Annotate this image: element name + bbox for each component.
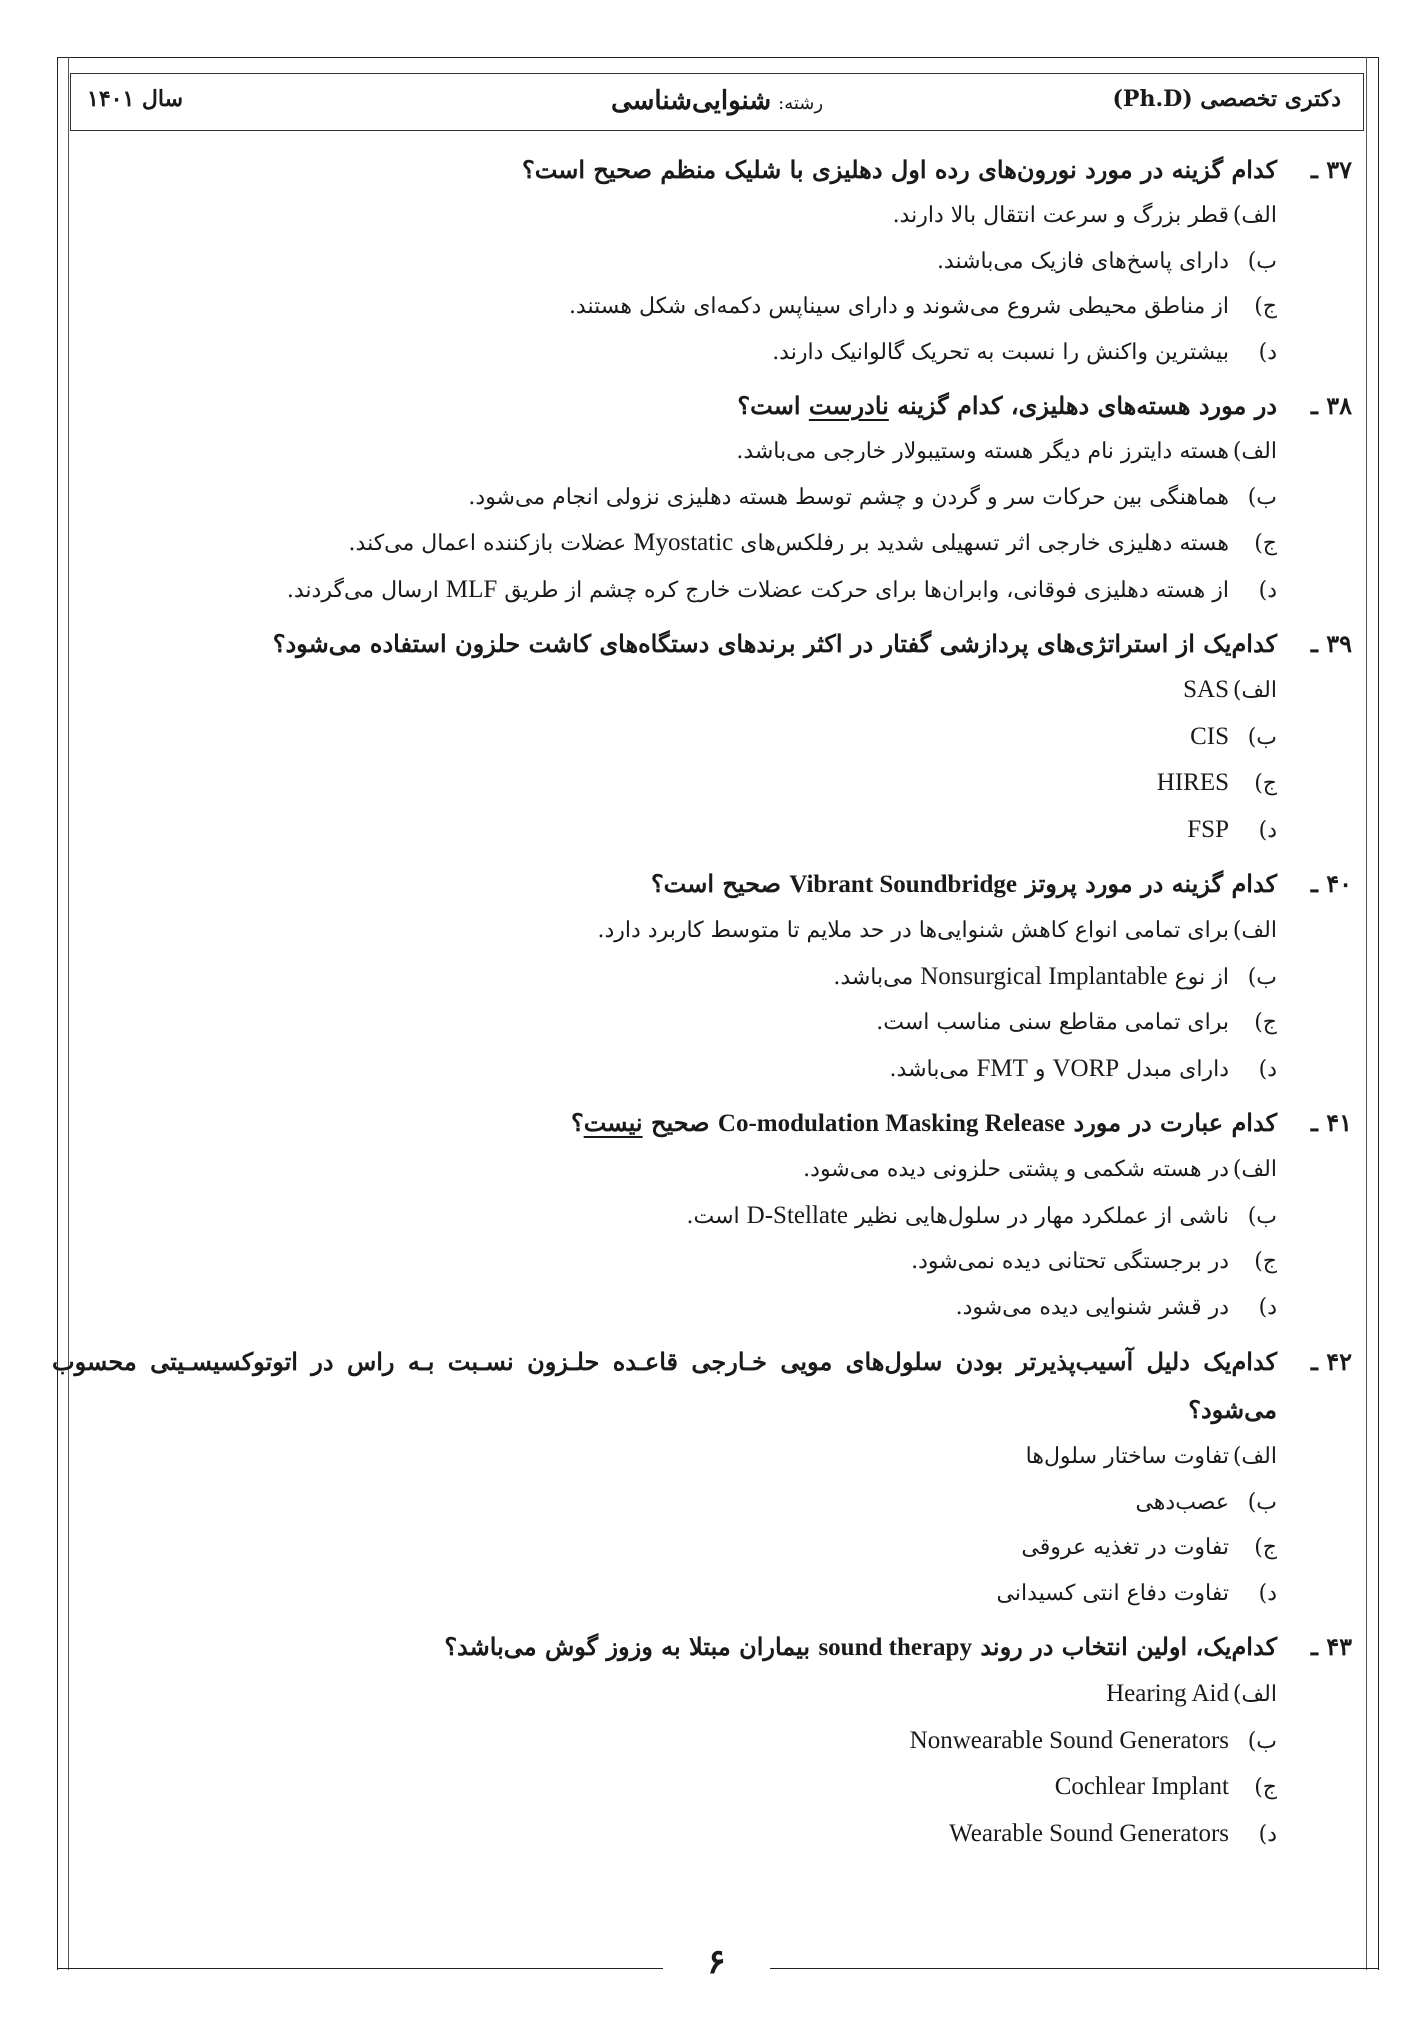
option-text-end: می‌باشد. [889, 1056, 970, 1082]
degree-label: دکتری تخصصی (Ph.D) [1112, 86, 1341, 112]
exam-year: سال ۱۴۰۱ [87, 86, 184, 112]
question-text: کدام عبارت در مورد [1073, 1108, 1277, 1137]
option [52, 1525, 1277, 1571]
option [52, 1147, 1277, 1193]
question-stem [52, 1338, 1352, 1434]
option-letter: ب) [1247, 724, 1277, 750]
option-letter: د) [1258, 339, 1277, 365]
option-letter: ج) [1254, 771, 1277, 796]
question-43 [52, 1624, 1352, 1857]
option-text-end: عضلات بازکننده اعمال می‌کند. [348, 531, 627, 556]
option-letter: ج) [1254, 531, 1277, 556]
option-letter: د) [1258, 1821, 1277, 1847]
question-number: ۳۸ ـ [1310, 391, 1352, 420]
question-text: کدام‌یک از استراتژی‌های پردازشی گفتار در اکثر برندهای دستگاه‌های کاشت حلزون استفاده می‌شود؟ [272, 629, 1277, 658]
option-letter: د) [1258, 817, 1277, 843]
option-letter: ب) [1247, 484, 1277, 510]
option-term: HIRES [1156, 769, 1229, 796]
option-text: از نوع [1174, 964, 1229, 990]
option-text: در برجستگی تحتانی دیده نمی‌شود. [911, 1249, 1229, 1274]
option-text: عصب‌دهی [1135, 1489, 1229, 1515]
option-term: Nonsurgical Implantable [920, 962, 1168, 990]
question-text: کدام‌یک، اولین انتخاب در روند [980, 1632, 1277, 1661]
option [52, 714, 1277, 761]
option-text: در هسته شکمی و پشتی حلزونی دیده می‌شود. [803, 1157, 1229, 1182]
field-title [71, 86, 1363, 116]
negation-word: نادرست [808, 391, 889, 420]
question-37 [52, 147, 1352, 375]
option-letter: ب) [1247, 1728, 1277, 1754]
option-term: VORP [1052, 1054, 1120, 1082]
option-term: FSP [1187, 815, 1229, 843]
question-number: ۴۱ ـ [1310, 1108, 1352, 1137]
option-text-mid: و [1034, 1056, 1046, 1082]
exam-header [70, 73, 1364, 131]
option-letter: الف) [1232, 203, 1277, 228]
option [52, 1285, 1277, 1331]
footer-rule-right [770, 1968, 1379, 1969]
option [52, 1480, 1277, 1526]
option-letter: ج) [1254, 1535, 1277, 1560]
option [52, 908, 1277, 954]
page-number: ۶ [707, 1942, 726, 1982]
option [52, 284, 1277, 330]
question-number: ۳۷ ـ [1310, 155, 1352, 184]
option-letter: ب) [1247, 248, 1277, 274]
question-stem [52, 861, 1352, 908]
question-number: ۴۲ ـ [1310, 1347, 1352, 1376]
option-text: تفاوت در تغذیه عروقی [1021, 1535, 1229, 1560]
question-stem [52, 383, 1352, 429]
question-stem [52, 621, 1352, 667]
option [52, 239, 1277, 285]
option-text: قطر بزرگ و سرعت انتقال بالا دارند. [892, 203, 1229, 228]
option [52, 475, 1277, 521]
question-term: Co-modulation Masking Release [717, 1110, 1066, 1137]
option-text-end: می‌باشد. [833, 964, 914, 990]
option-text: هسته دهلیزی خارجی اثر تسهیلی شدید بر رفلکس‌های [740, 531, 1229, 556]
option [52, 1764, 1277, 1811]
option-text: دارای مبدل [1126, 1056, 1229, 1082]
question-38 [52, 383, 1352, 613]
option-term: Wearable Sound Generators [949, 1819, 1229, 1847]
questions-list [52, 147, 1352, 1857]
question-text: کدام گزینه در مورد نورون‌های رده اول دهلیزی با شلیک منظم صحیح است؟ [521, 155, 1277, 184]
option-term: SAS [1183, 676, 1229, 703]
option [52, 1671, 1277, 1718]
option-text: برای تمامی انواع کاهش شنوایی‌ها در حد ملایم تا متوسط کاربرد دارد. [597, 918, 1229, 943]
question-stem [52, 1624, 1352, 1671]
option-letter: ج) [1254, 1249, 1277, 1274]
option-text-end: است. [686, 1203, 740, 1229]
option-letter: د) [1258, 577, 1277, 603]
option-text: تفاوت دفاع انتی کسیدانی [996, 1580, 1229, 1606]
question-term: Vibrant Soundbridge [789, 871, 1017, 898]
option [52, 330, 1277, 376]
option [52, 760, 1277, 807]
option-text: بیشترین واکنش را نسبت به تحریک گالوانیک دارند. [772, 339, 1229, 365]
option [52, 1718, 1277, 1765]
footer-rule-left [57, 1968, 663, 1969]
option-letter: ب) [1247, 1489, 1277, 1515]
option [52, 1000, 1277, 1046]
question-text-end: بیماران مبتلا به وزوز گوش می‌باشد؟ [444, 1632, 811, 1661]
option-text: برای تمامی مقاطع سنی مناسب است. [876, 1010, 1229, 1035]
option-text-end: ارسال می‌گردند. [286, 577, 439, 603]
option-letter: ج) [1254, 294, 1277, 319]
option-term: D-Stellate [746, 1201, 849, 1229]
option-letter: الف) [1232, 1444, 1277, 1469]
option-text: هسته دایترز نام دیگر هسته وستیبولار خارجی می‌باشد. [736, 439, 1229, 464]
question-stem [52, 147, 1352, 193]
option-letter: الف) [1232, 1682, 1277, 1707]
option-text: تفاوت ساختار سلول‌ها [1025, 1444, 1229, 1469]
question-text-end: صحیح است؟ [650, 869, 781, 898]
option [52, 667, 1277, 714]
option-letter: د) [1258, 1294, 1277, 1320]
option-term-2: FMT [976, 1054, 1028, 1082]
option-term: CIS [1190, 722, 1229, 750]
question-text: کدام گزینه در مورد پروتز [1025, 869, 1277, 898]
question-text-mid: صحیح [650, 1108, 710, 1137]
option-term: Nonwearable Sound Generators [909, 1726, 1229, 1754]
option [52, 567, 1277, 614]
frame-rule-right [1366, 57, 1367, 1970]
option-letter: الف) [1232, 439, 1277, 464]
question-stem [52, 1100, 1352, 1147]
option-text: در قشر شنوایی دیده می‌شود. [955, 1294, 1229, 1320]
field-value: شنوایی‌شناسی [610, 86, 772, 116]
question-40 [52, 861, 1352, 1092]
option-text: از مناطق محیطی شروع می‌شوند و دارای سیناپس دکمه‌ای شکل هستند. [568, 294, 1229, 319]
option-letter: الف) [1232, 678, 1277, 703]
option-text: دارای پاسخ‌های فازیک می‌باشند. [936, 248, 1229, 274]
field-label: رشته: [778, 93, 824, 114]
question-number: ۳۹ ـ [1310, 629, 1352, 658]
option [52, 1571, 1277, 1617]
option-letter: الف) [1232, 1157, 1277, 1182]
option-term: Myostatic [633, 529, 734, 556]
question-41 [52, 1100, 1352, 1330]
option-letter: ب) [1247, 964, 1277, 990]
question-text-end: ؟ [570, 1108, 584, 1137]
question-number: ۴۳ ـ [1310, 1632, 1352, 1661]
question-text: در مورد هسته‌های دهلیزی، کدام گزینه [897, 391, 1277, 420]
question-text-end: است؟ [737, 391, 801, 420]
option [52, 1193, 1277, 1240]
question-text: کدام‌یک دلیل آسیب‌پذیرتر بودن سلول‌های مویی خـارجی قاعـده حلـزون نسـبت بـه راس در اتوتوکسیسـیتی محسوب می‌شود؟ [52, 1347, 1277, 1424]
option-letter: ب) [1247, 1203, 1277, 1229]
option-text: از هسته دهلیزی فوقانی، وابران‌ها برای حرکت عضلات خارج کره چشم از طریق [504, 577, 1229, 603]
question-42 [52, 1338, 1352, 1616]
option [52, 1046, 1277, 1093]
option [52, 807, 1277, 854]
option [52, 1434, 1277, 1480]
option-text: ناشی از عملکرد مهار در سلول‌هایی نظیر [855, 1203, 1229, 1229]
option [52, 193, 1277, 239]
option [52, 520, 1277, 567]
option-term: Hearing Aid [1106, 1680, 1229, 1707]
option [52, 954, 1277, 1001]
question-term: sound therapy [818, 1634, 972, 1661]
negation-word: نیست [583, 1108, 643, 1137]
option-letter: الف) [1232, 918, 1277, 943]
option-term: MLF [445, 575, 498, 603]
option-letter: د) [1258, 1056, 1277, 1082]
option-letter: ج) [1254, 1775, 1277, 1800]
option-letter: د) [1258, 1580, 1277, 1606]
option [52, 429, 1277, 475]
question-number: ۴۰ ـ [1310, 869, 1352, 898]
option [52, 1811, 1277, 1858]
option-term: Cochlear Implant [1054, 1773, 1229, 1800]
question-39 [52, 621, 1352, 853]
option-letter: ج) [1254, 1010, 1277, 1035]
option [52, 1239, 1277, 1285]
option-text: هماهنگی بین حرکات سر و گردن و چشم توسط هسته دهلیزی نزولی انجام می‌شود. [468, 484, 1229, 510]
